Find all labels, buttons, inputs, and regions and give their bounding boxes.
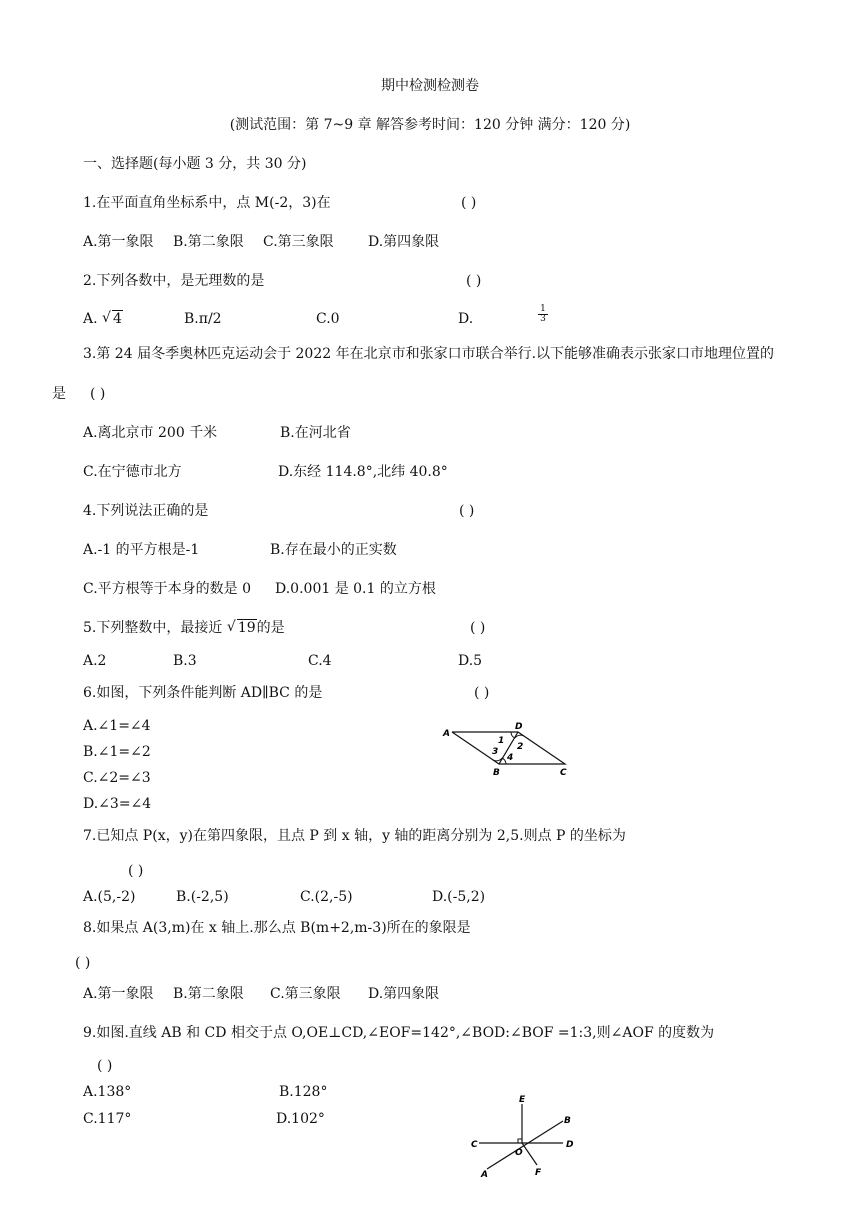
q8-option-b: B.第二象限 [173,986,244,1002]
q2-paren: ( ) [466,273,482,289]
q6-parallelogram-figure [435,718,585,780]
q9-label-d: D [566,1140,574,1150]
q6-label-c: C [560,768,567,778]
q3-stem: 3.第 24 届冬季奥林匹克运动会于 2022 年在北京市和张家口市联合举行.以下能够准确表示张家口市地理位置的 [83,346,775,362]
q6-option-a: A.∠1=∠4 [83,718,151,734]
page-title: 期中检测检测卷 [381,78,479,94]
q2-stem: 2.下列各数中，是无理数的是 [83,273,265,289]
q6-label-3: 3 [492,747,499,757]
q7-stem: 7.已知点 P(x，y)在第四象限，且点 P 到 x 轴，y 轴的距离分别为 2,5.则点 P 的坐标为 [83,828,626,844]
q1-option-a: A.第一象限 [83,234,154,250]
q8-option-d: D.第四象限 [368,986,440,1002]
q1-option-d: D.第四象限 [368,234,440,250]
q2-option-c: C.0 [316,311,340,327]
q3-stem-cont: 是 [52,386,66,402]
q4-paren: ( ) [459,503,475,519]
q2-option-a [83,310,123,328]
q3-paren: ( ) [90,386,106,402]
q1-stem: 1.在平面直角坐标系中，点 M(-2，3)在 [83,195,331,211]
q3-option-c: C.在宁德市北方 [83,464,182,480]
q6-option-d: D.∠3=∠4 [83,796,152,812]
q6-option-b: B.∠1=∠2 [83,744,151,760]
q5-option-a: A.2 [83,653,107,669]
q2-option-a-label: A. [83,311,98,327]
q3-option-d: D.东经 114.8°,北纬 40.8° [278,464,448,480]
q6-paren: ( ) [474,685,490,701]
q7-paren: ( ) [128,863,144,879]
q1-option-c: C.第三象限 [263,234,334,250]
q4-option-c: C.平方根等于本身的数是 0 [83,581,252,597]
q5-stem-post: 的是 [256,620,285,636]
q2-option-d: D. [458,311,474,327]
q8-stem: 8.如果点 A(3,m)在 x 轴上.那么点 B(m+2,m-3)所在的象限是 [83,920,471,936]
q3-option-b: B.在河北省 [280,425,351,441]
q5-stem [83,619,285,637]
q9-intersecting-lines-figure [465,1090,585,1182]
q9-label-b: B [564,1116,571,1126]
q9-label-e: E [519,1095,526,1105]
q5-paren: ( ) [470,620,486,636]
q9-label-f: F [535,1168,542,1178]
q5-option-c: C.4 [308,653,332,669]
q4-option-b: B.存在最小的正实数 [270,542,397,558]
q9-paren: ( ) [97,1058,113,1074]
q9-option-c: C.117° [83,1111,132,1127]
q9-option-b: B.128° [279,1084,328,1100]
q6-label-4: 4 [507,753,514,763]
q4-stem: 4.下列说法正确的是 [83,503,209,519]
q9-label-a: A [481,1170,488,1180]
q6-label-b: B [493,768,500,778]
q5-option-d: D.5 [458,653,483,669]
q5-stem-pre: 5.下列整数中，最接近 [83,620,223,636]
page-subtitle: (测试范围：第 7~9 章 解答参考时间：120 分钟 满分：120 分) [229,117,631,133]
section-heading: 一、选择题(每小题 3 分，共 30 分) [83,156,307,172]
q7-option-b: B.(-2,5) [176,889,229,905]
q6-option-c: C.∠2=∠3 [83,770,151,786]
q2-fraction: $\frac{1}{3}$ [538,305,548,324]
q7-option-c: C.(2,-5) [300,889,353,905]
q5-option-b: B.3 [173,653,197,669]
q8-option-c: C.第三象限 [270,986,341,1002]
q9-label-o: O [515,1148,523,1158]
q7-option-a: A.(5,-2) [83,889,136,905]
q2-option-b: B.π/2 [184,311,222,327]
q8-option-a: A.第一象限 [83,986,154,1002]
q3-option-a: A.离北京市 200 千米 [83,425,218,441]
q9-option-d: D.102° [276,1111,325,1127]
q1-option-b: B.第二象限 [173,234,244,250]
sqrt-symbol: √ 4 [102,310,123,328]
q4-option-a: A.-1 的平方根是-1 [83,542,200,558]
q6-label-2: 2 [517,742,524,752]
q6-label-d: D [515,722,523,732]
q6-label-a: A [443,729,450,739]
q6-stem: 6.如图，下列条件能判断 AD∥BC 的是 [83,685,323,701]
sqrt-symbol: √ 19 [227,619,257,637]
q9-label-c: C [471,1140,478,1150]
q6-label-1: 1 [498,736,505,746]
q1-paren: ( ) [461,195,477,211]
q9-stem: 9.如图.直线 AB 和 CD 相交于点 O,OE⊥CD,∠EOF=142°,∠BOD:∠BOF =1:3,则∠AOF 的度数为 [83,1025,715,1041]
q9-option-a: A.138° [83,1084,132,1100]
q8-paren: ( ) [75,955,91,971]
q4-option-d: D.0.001 是 0.1 的立方根 [275,581,436,597]
q7-option-d: D.(-5,2) [432,889,486,905]
